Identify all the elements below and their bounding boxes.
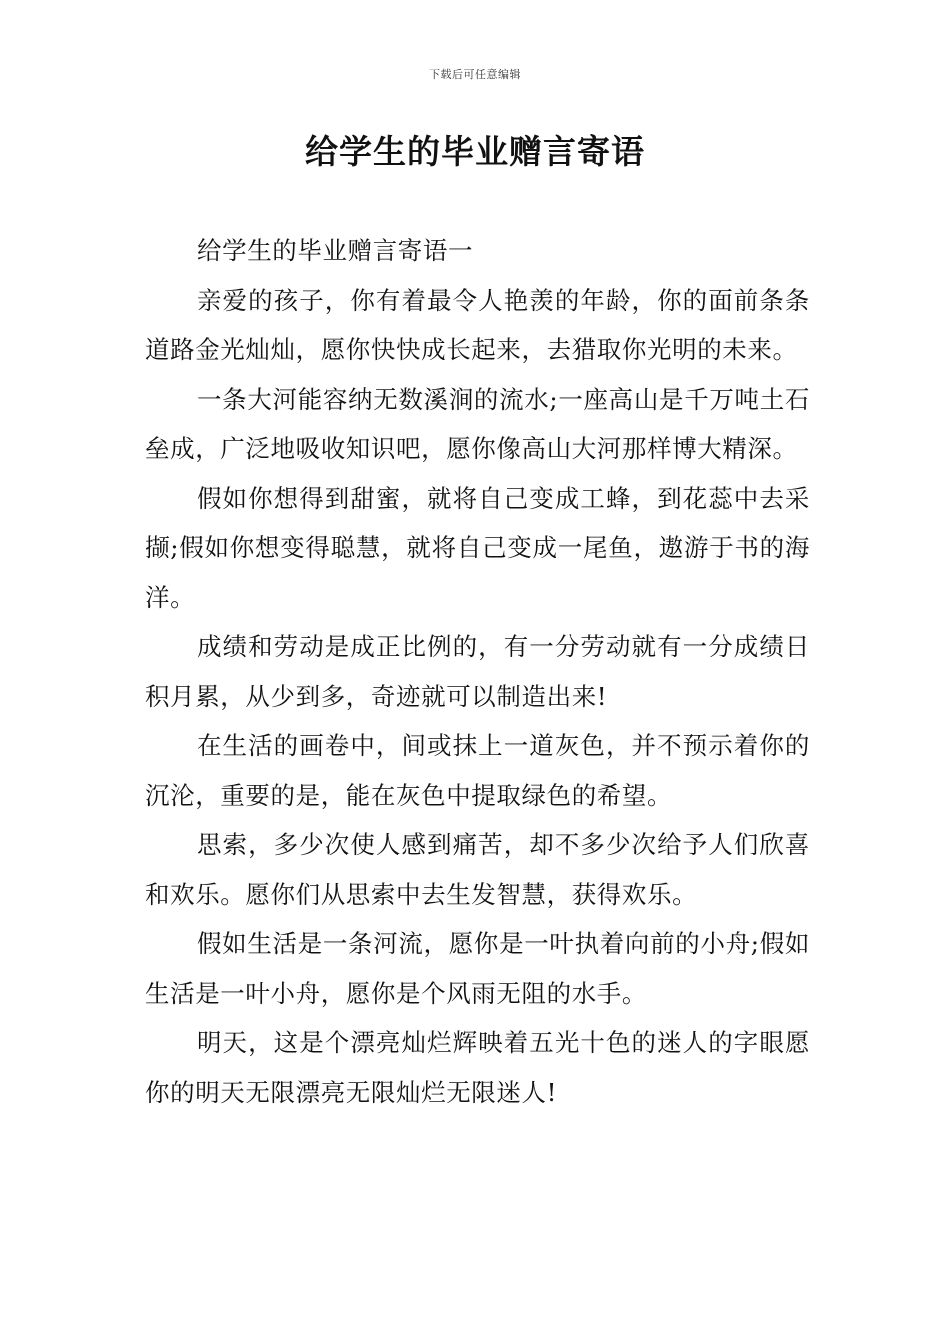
document-title: 给学生的毕业赠言寄语 <box>305 132 645 171</box>
paragraph: 一条大河能容纳无数溪涧的流水;一座高山是千万吨土石垒成，广泛地吸收知识吧，愿你像高山大河那样博大精深。 <box>145 384 810 463</box>
paragraph: 明天，这是个漂亮灿烂辉映着五光十色的迷人的字眼愿你的明天无限漂亮无限灿烂无限迷人! <box>145 1028 810 1107</box>
document-body <box>145 226 810 1117</box>
paragraph: 思索，多少次使人感到痛苦，却不多少次给予人们欣喜和欢乐。愿你们从思索中去生发智慧，获得欢乐。 <box>145 830 810 909</box>
paragraph: 亲爱的孩子，你有着最令人艳羡的年龄，你的面前条条道路金光灿灿，愿你快快成长起来，去猎取你光明的未来。 <box>145 285 810 364</box>
paragraph: 假如你想得到甜蜜，就将自己变成工蜂，到花蕊中去采撷;假如你想变得聪慧，就将自己变成一尾鱼，遨游于书的海洋。 <box>145 483 810 612</box>
paragraph: 假如生活是一条河流，愿你是一叶执着向前的小舟;假如生活是一叶小舟，愿你是个风雨无阻的水手。 <box>145 929 810 1008</box>
paragraph: 在生活的画卷中，间或抹上一道灰色，并不预示着你的沉沦，重要的是，能在灰色中提取绿色的希望。 <box>145 731 810 810</box>
header-note: 下载后可任意编辑 <box>429 68 521 81</box>
paragraph: 成绩和劳动是成正比例的，有一分劳动就有一分成绩日积月累，从少到多，奇迹就可以制造出来! <box>145 632 810 711</box>
paragraph-subtitle: 给学生的毕业赠言寄语一 <box>197 236 474 265</box>
